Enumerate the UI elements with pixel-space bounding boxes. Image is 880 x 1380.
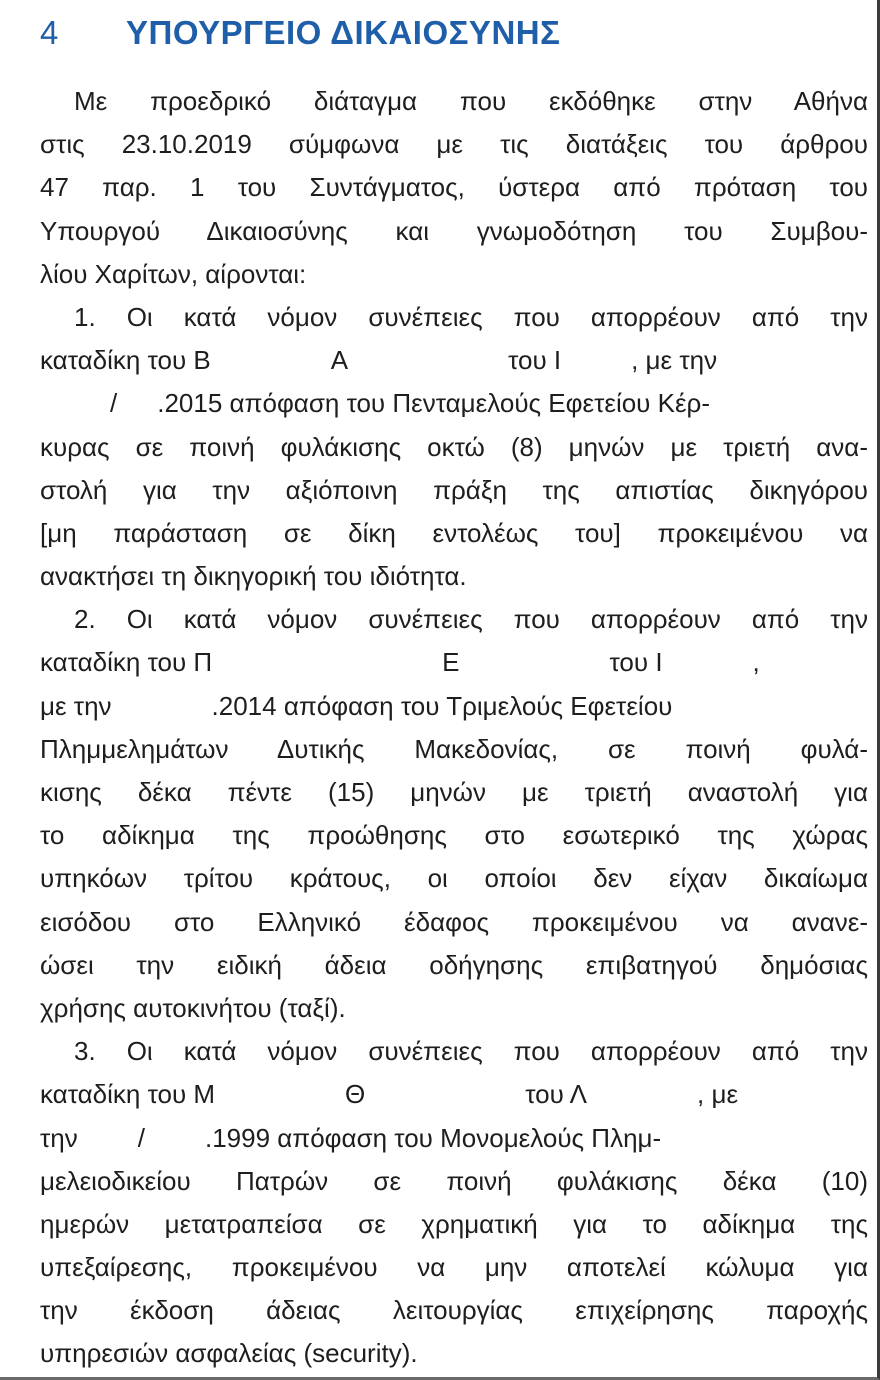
text-line: στολή για την αξιόποινη πράξη της απιστίας δικηγόρου (40, 474, 868, 505)
text-line: μελειοδικείου Πατρών σε ποινή φυλάκισης δέκα (10) (40, 1165, 868, 1196)
section-heading (40, 6, 560, 60)
text-line: [μη παράσταση σε δίκη εντολέως του] προκειμένου να (40, 517, 868, 548)
text-line: Με προεδρικό διάταγμα που εκδόθηκε στην Αθήνα (74, 86, 868, 116)
text-line: ημερών μετατραπείσα σε χρηματική για το αδίκημα της (40, 1208, 868, 1239)
text-line: το αδίκημα της προώθησης στο εσωτερικό της χώρας (40, 820, 868, 851)
redacted-line: καταδίκη του Π Ε του Ι , (40, 647, 760, 678)
redacted-line: καταδίκη του Β Α του Ι , με την (40, 345, 718, 376)
text-line: στις 23.10.2019 σύμφωνα με τις διατάξεις του άρθρου (40, 129, 868, 160)
section-number: 4 (40, 14, 59, 51)
text-line: κισης δέκα πέντε (15) μηνών με τριετή αναστολή για (40, 777, 868, 807)
text-line: χρήσης αυτοκινήτου (ταξί). (40, 992, 346, 1023)
section-title: ΥΠΟΥΡΓΕΙΟ ΔΙΚΑΙΟΣΥΝΗΣ (126, 14, 561, 51)
decree-text (40, 80, 868, 1376)
text-line: την έκδοση άδειας λειτουργίας επιχείρησης παροχής (40, 1295, 868, 1326)
text-line: υπηκόων τρίτου κράτους, οι οποίοι δεν είχαν δικαίωμα (40, 863, 868, 894)
text-line: 3. Οι κατά νόμον συνέπειες που απορρέουν από την (74, 1036, 868, 1067)
text-line: εισόδου στο Ελληνικό έδαφος προκειμένου να ανανε- (40, 906, 868, 937)
text-line: 2. Οι κατά νόμον συνέπειες που απορρέουν από την (74, 604, 868, 635)
text-line: ώσει την ειδική άδεια οδήγησης επιβατηγού δημόσιας (40, 949, 868, 980)
text-line: Πλημμελημάτων Δυτικής Μακεδονίας, σε ποινή φυλά- (40, 733, 868, 764)
text-line: λίου Χαρίτων, αίρονται: (40, 258, 307, 289)
text-line: ανακτήσει τη δικηγορική του ιδιότητα. (40, 561, 467, 592)
text-line: υπηρεσιών ασφαλείας (security). (40, 1338, 418, 1369)
text-line: 1. Οι κατά νόμον συνέπειες που απορρέουν από την (74, 301, 868, 332)
text-line: υπεξαίρεσης, προκειμένου να μην αποτελεί κώλυμα για (40, 1252, 868, 1283)
redacted-line: με την .2014 απόφαση του Τριμελούς Εφετείου (40, 690, 673, 721)
text-line: 47 παρ. 1 του Συντάγματος, ύστερα από πρόταση του (40, 172, 868, 203)
redacted-line: την / .1999 απόφαση του Μονομελούς Πλημ- (40, 1122, 662, 1153)
text-line: κυρας σε ποινή φυλάκισης οκτώ (8) μηνών με τριετή ανα- (40, 431, 868, 462)
text-line: Υπουργού Δικαιοσύνης και γνωμοδότηση του Συμβου- (40, 215, 868, 246)
redacted-line: / .2015 απόφαση του Πενταμελούς Εφετείου Κέρ- (110, 388, 711, 419)
redacted-line: καταδίκη του Μ Θ του Λ , με (40, 1079, 739, 1110)
